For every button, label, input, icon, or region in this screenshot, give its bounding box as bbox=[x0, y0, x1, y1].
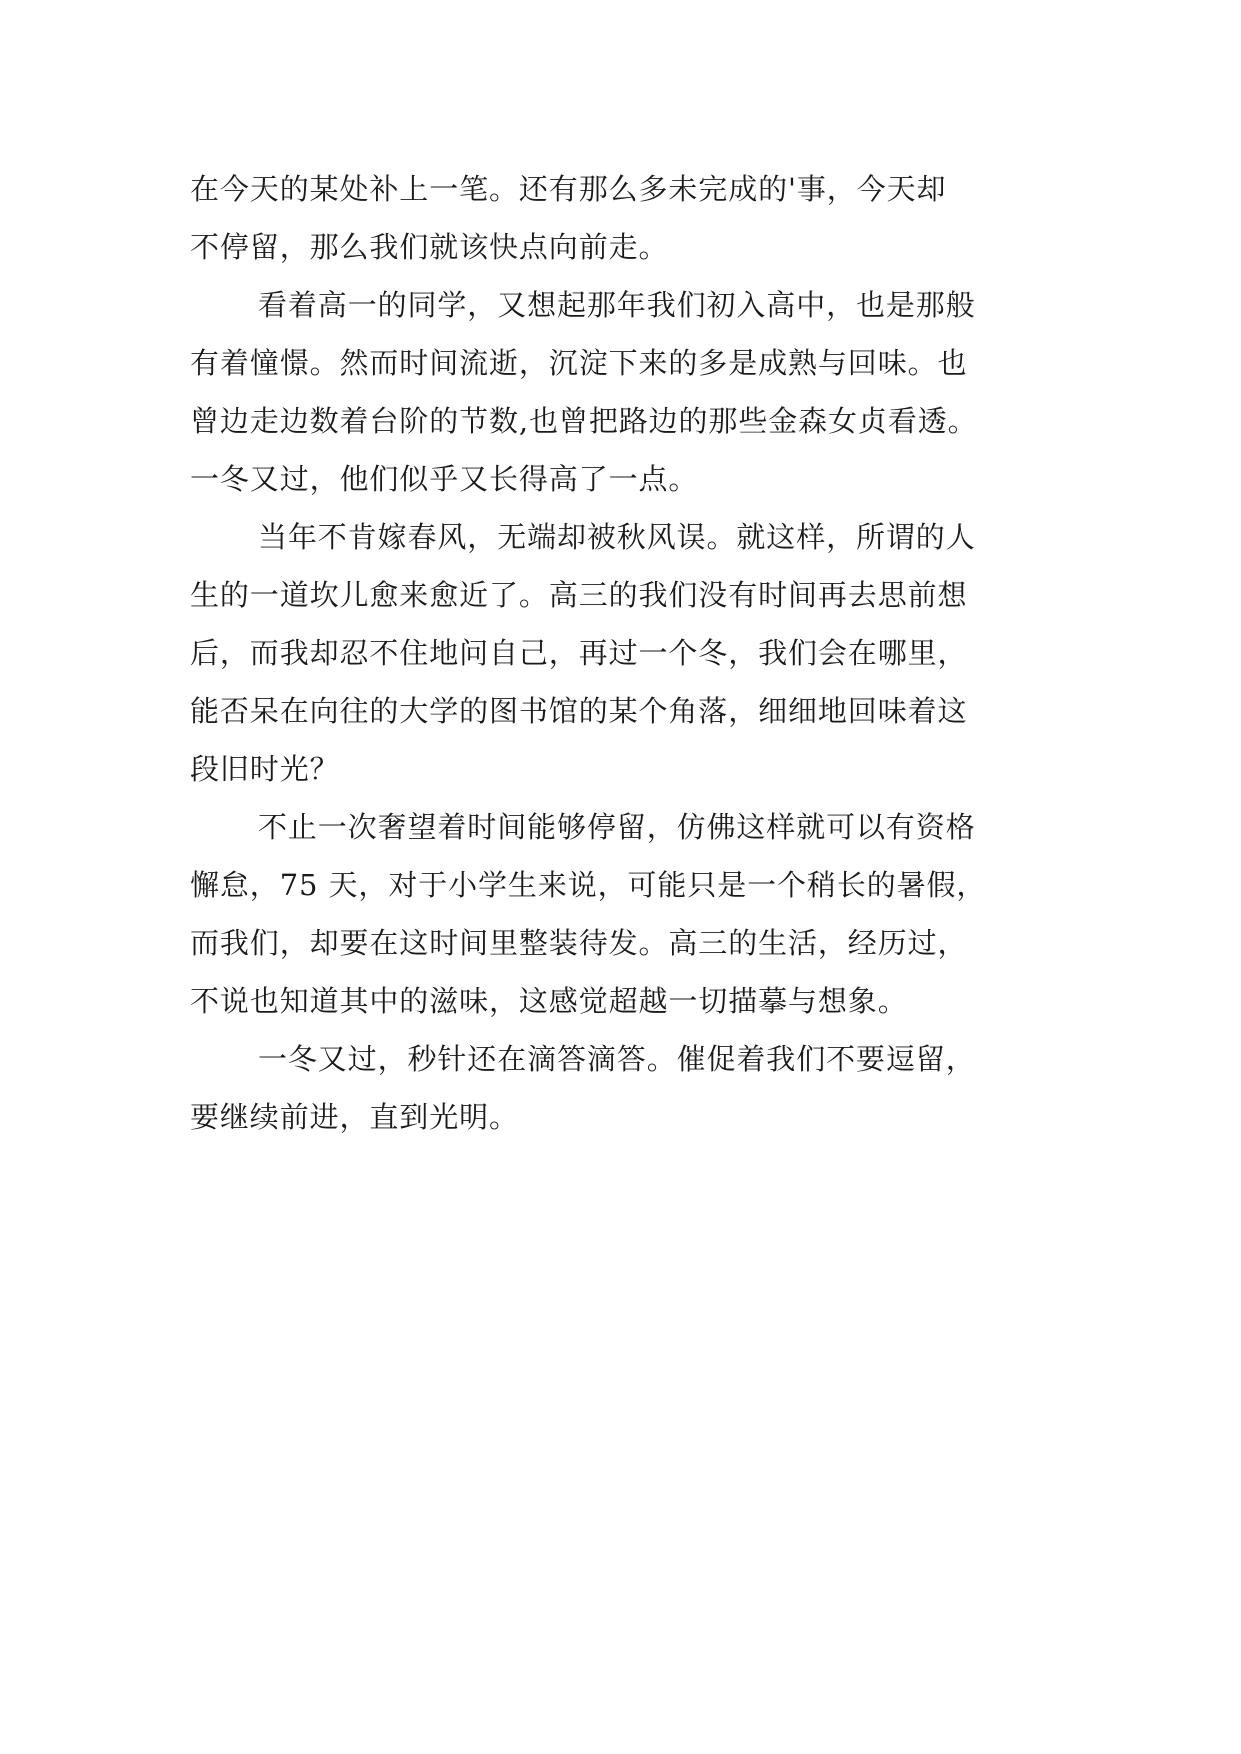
text-line: 段旧时光？ bbox=[190, 752, 340, 786]
text-line: 懈怠，75 天，对于小学生来说，可能只是一个稍长的暑假， bbox=[190, 868, 987, 902]
paragraph-start-line: 看着高一的同学，又想起那年我们初入高中，也是那般 bbox=[258, 288, 976, 322]
text-line: 一冬又过，他们似乎又长得高了一点。 bbox=[190, 462, 699, 496]
text-line: 能否呆在向往的大学的图书馆的某个角落，细细地回味着这 bbox=[190, 694, 968, 728]
paragraph-start-line: 不止一次奢望着时间能够停留，仿佛这样就可以有资格 bbox=[258, 810, 976, 844]
paragraph-start-line: 当年不肯嫁春风，无端却被秋风误。就这样，所谓的人 bbox=[258, 520, 976, 554]
text-line: 生的一道坎儿愈来愈近了。高三的我们没有时间再去思前想 bbox=[190, 578, 968, 612]
text-line: 在今天的某处补上一笔。还有那么多未完成的'事，今天却 bbox=[190, 172, 947, 206]
text-line: 而我们，却要在这时间里整装待发。高三的生活，经历过， bbox=[190, 926, 968, 960]
text-line: 要继续前进，直到光明。 bbox=[190, 1100, 519, 1134]
text-line: 有着憧憬。然而时间流逝，沉淀下来的多是成熟与回味。也 bbox=[190, 346, 968, 380]
text-line: 曾边走边数着台阶的节数,也曾把路边的那些金森女贞看透。 bbox=[190, 404, 978, 438]
essay-body bbox=[190, 160, 1058, 1146]
paragraph-start-line: 一冬又过，秒针还在滴答滴答。催促着我们不要逗留， bbox=[258, 1042, 976, 1076]
text-line: 后，而我却忍不住地问自己，再过一个冬，我们会在哪里， bbox=[190, 636, 968, 670]
text-line: 不说也知道其中的滋味，这感觉超越一切描摹与想象。 bbox=[190, 984, 908, 1018]
text-line: 不停留，那么我们就该快点向前走。 bbox=[190, 230, 669, 264]
